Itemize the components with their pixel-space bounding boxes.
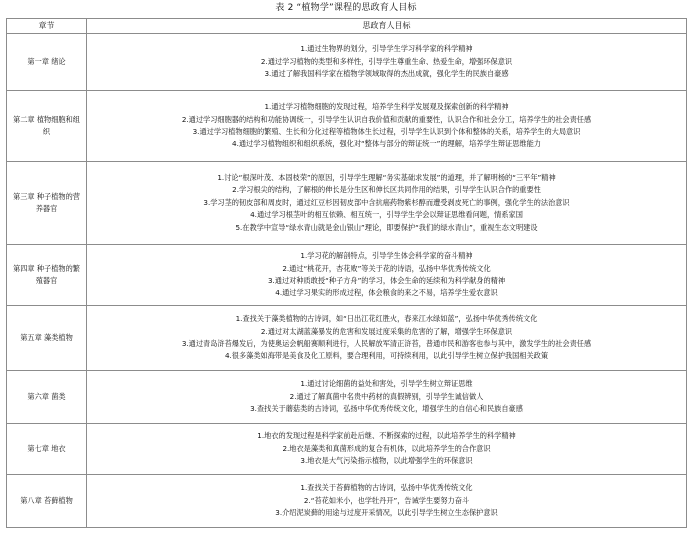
chapter-cell: 第二章 植物细胞和组织 [7,91,87,162]
ideology-goals-table [6,18,687,528]
goal-item: 2.通过了解真菌中名贵中药材的真假辨别，引导学生诚信做人 [289,391,484,401]
goal-item: 1.查找关于藻类植物的古诗词，如“日出江花红胜火，春来江水绿如蓝”，弘扬中华优秀传统文化 [235,314,538,324]
goal-item: 1.讨论“根深叶茂、本固枝荣”的原因，引导学生理解“务实基础求发展”的道理，并了解明杨的“三平年”精神 [217,172,556,182]
goal-item: 3.通过青岛浒苔爆发后，为使奥运会帆船赛顺利进行，人民解放军清正浒苔，普通市民和游客也参与其中，激发学生的社会责任感 [181,339,592,348]
goal-item: 4.通过学习植物组织和组织系统，强化对“整体与部分的辩证统一”的理解，培养学生辩证思维能力 [232,139,541,149]
table-row [7,91,687,162]
goals-cell [87,162,687,245]
table-row [7,424,687,475]
goal-item: 1.地衣的发现过程是科学家前赴后继、不断探索的过程，以此培养学生的科学精神 [257,431,516,441]
chapter-cell: 第三章 种子植物的营养器官 [7,162,87,245]
goal-item: 2.通过对太湖蓝藻暴发的危害和发展过度采集的危害的了解，增强学生环保意识 [260,326,513,336]
goals-cell [87,34,687,91]
table-row [7,162,687,245]
goal-item: 2.学习根尖的结构，了解根的伸长是分生区和伸长区共同作用的结果，引导学生认识合作的重要性 [232,185,541,195]
goal-item: 1.学习花的解剖特点，引导学生体会科学家的奋斗精神 [300,251,473,261]
goals-cell [87,91,687,162]
goal-item: 3.介绍泥炭藓的用途与过度开采情况，以此引导学生树立生态保护意识 [275,508,498,518]
goal-item: 4.很多藻类如海带是美食及化工原料，要合理利用，可持续利用，以此引导学生树立保护我国相关政策 [224,351,549,361]
chapter-cell: 第六章 菌类 [7,371,87,424]
table-row [7,306,687,371]
chapter-cell: 第五章 藻类植物 [7,306,87,371]
goal-item: 1.查找关于苔藓植物的古诗词，弘扬中华优秀传统文化 [300,483,473,493]
goal-item: 4.通过学习根茎叶的相互依赖、相互统一，引导学生学会以辩证思维看问题，情系家国 [250,210,523,220]
goal-item: 3.通过学习植物细胞的繁殖、生长和分化过程等植物体生长过程，引导学生认识到个体和整体的关系，培养学生的大局意识 [192,127,581,136]
table-row [7,245,687,306]
goal-item: 2.“苔花如米小，也学牡丹开”，告诫学生要努力奋斗 [303,495,470,505]
goal-item: 4.通过学习果实的形成过程，体会粮食的来之不易，培养学生爱农意识 [275,288,498,298]
chapter-cell: 第八章 苔藓植物 [7,475,87,528]
goal-item: 3.通过了解我国科学家在植物学领域取得的杰出成就，强化学生的民族自豪感 [264,69,509,79]
table-header-row [7,19,687,34]
goal-item: 2.地衣是藻类和真菌形成的复合有机体，以此培养学生的合作意识 [282,443,491,453]
goals-cell [87,371,687,424]
goals-cell [87,245,687,306]
header-goals: 思政育人目标 [87,19,687,34]
chapter-cell: 第一章 绪论 [7,34,87,91]
goal-item: 2.通过学习细胞器的结构和功能协调统一，引导学生认识自我价值和贡献的重要性，认识合作和社会分工，培养学生的社会责任感 [181,114,592,124]
table-row [7,475,687,528]
goals-cell [87,475,687,528]
table-caption: 表 2 “植物学”课程的思政育人目标 [275,3,417,13]
goal-item: 3.通过对种质敢授“种子方舟”的学习，体会生命的延续和为科学献身的精神 [267,276,506,285]
table-row [7,371,687,424]
goal-item: 2.通过“桃花开，杏花败”等关于花的诗语，弘扬中华优秀传统文化 [282,263,491,273]
chapter-cell: 第七章 地衣 [7,424,87,475]
goal-item: 5.在教学中宣导“绿水青山就是金山银山”理论，即要保护“我们的绿水青山”，重视生态文明建设 [235,222,538,232]
goal-item: 1.通过生物界的划分，引导学生学习科学家的科学精神 [300,44,473,54]
goal-item: 1.通过学习植物细胞的发现过程，培养学生科学发展观及探索创新的科学精神 [264,102,509,112]
table-row [7,34,687,91]
goals-cell [87,306,687,371]
chapter-cell: 第四章 种子植物的繁殖器官 [7,245,87,306]
goal-item: 3.查找关于蘑菇类的古诗词，弘扬中华优秀传统文化，增强学生的自信心和民族自豪感 [250,404,523,414]
goal-item: 1.通过讨论细菌的益处和害处，引导学生树立辩证思维 [300,379,473,389]
goal-item: 2.通过学习植物的类型和多样性，引导学生尊重生命、热爱生命，增强环保意识 [260,56,513,66]
header-chapter: 章节 [7,19,87,34]
goal-item: 3.地衣是大气污染指示植物，以此增强学生的环保意识 [300,456,473,466]
goal-item: 3.学习茎的韧皮部和周皮时，通过红豆杉因韧皮部中含抗癌药物紫杉醇而遭受剥皮死亡的事例，强化学生的法治意识 [203,197,570,207]
goals-cell [87,424,687,475]
